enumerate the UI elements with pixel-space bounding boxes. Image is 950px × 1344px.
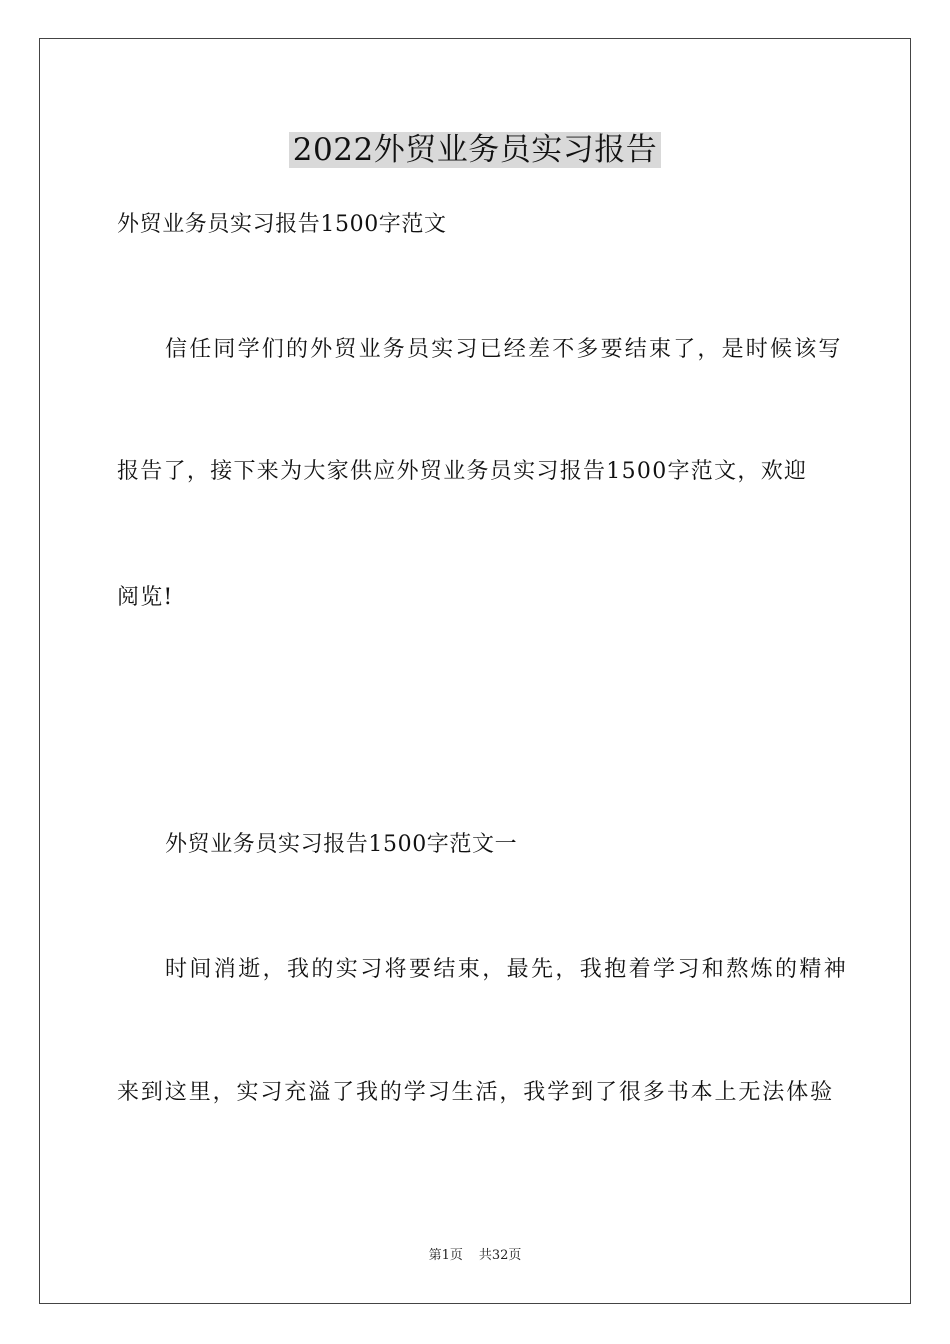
document-title: [0, 128, 950, 172]
page-footer: [0, 1247, 950, 1265]
paragraph-1-line-3: 阅览!: [117, 585, 174, 610]
page-number: 第1页: [428, 1248, 463, 1263]
paragraph-1-line-1: 信任同学们的外贸业务员实习已经差不多要结束了，是时候该写: [165, 337, 843, 362]
paragraph-2-line-1: 时间消逝，我的实习将要结束，最先，我抱着学习和熬炼的精神: [165, 957, 849, 982]
section-heading: 外贸业务员实习报告1500字范文一: [165, 832, 518, 857]
document-title-text: 2022外贸业务员实习报告: [289, 132, 661, 168]
paragraph-1-line-2: 报告了，接下来为大家供应外贸业务员实习报告1500字范文，欢迎: [117, 459, 808, 484]
paragraph-2-line-2: 来到这里，实习充溢了我的学习生活，我学到了很多书本上无法体验: [117, 1080, 835, 1105]
document-subtitle: 外贸业务员实习报告1500字范文: [117, 212, 447, 237]
page-total: 共32页: [478, 1248, 522, 1263]
